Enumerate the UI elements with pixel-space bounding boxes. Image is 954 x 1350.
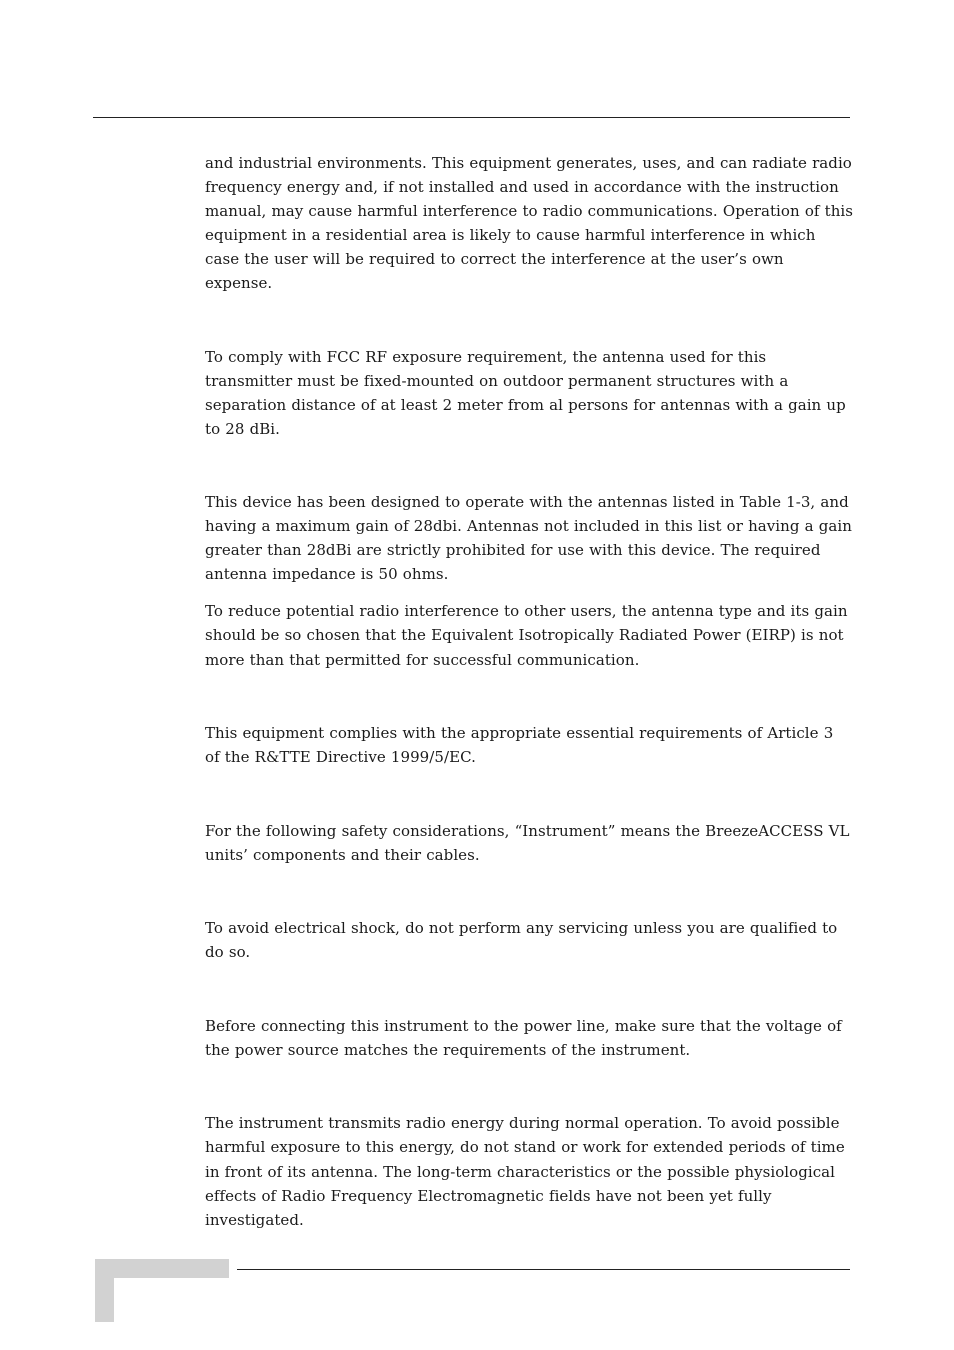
paragraph-electrical-shock: To avoid electrical shock, do not perform any servicing unless you are qualified to do so. <box>205 918 838 962</box>
body-text <box>205 151 853 1232</box>
paragraph-instrument-definition: For the following safety considerations, “Instrument” means the BreezeACCESS VL units’ components and their cables. <box>205 821 850 864</box>
paragraph-power-line: Before connecting this instrument to the power line, make sure that the voltage of the power source matches the requirements of the instrument. <box>205 1017 842 1060</box>
header-rule <box>93 117 850 118</box>
footer-corner-bar <box>95 1259 229 1278</box>
footer-corner-bar-vertical <box>95 1259 114 1322</box>
footer-rule <box>237 1269 850 1270</box>
paragraph-fcc-class-a-continuation: and industrial environments. This equipment generates, uses, and can radiate radio frequency energy and, if not installed and used in accordance with the instruction manual, may cause harmful interference to radio communications. Operation of this equipment in a residential area is likely to cause harmful interference in which case the user will be required to correct the interference at the user’s own expense. <box>205 154 853 293</box>
paragraph-rf-exposure: To comply with FCC RF exposure requirement, the antenna used for this transmitter must be fixed-mounted on outdoor permanent structures with a separation distance of at least 2 meter from al persons for antennas with a gain up to 28 dBi. <box>205 347 846 438</box>
paragraph-radio-energy: The instrument transmits radio energy during normal operation. To avoid possible harmful exposure to this energy, do not stand or work for extended periods of time in front of its antenna. The long-term characteristics or the possible physiological effects of Radio Frequency Electromagnetic fields have not been yet fully investigated. <box>205 1114 845 1229</box>
paragraph-rtte-directive: This equipment complies with the appropriate essential requirements of Article 3 of the R&TTE Directive 1999/5/EC. <box>205 723 834 766</box>
paragraph-eirp: To reduce potential radio interference to other users, the antenna type and its gain should be so chosen that the Equivalent Isotropically Radiated Power (EIRP) is not more than that permitted for successful communication. <box>205 602 848 669</box>
paragraph-antenna-gain: This device has been designed to operate with the antennas listed in Table 1-3, and having a maximum gain of 28dbi. Antennas not included in this list or having a gain greater than 28dBi are strictly prohibited for use with this device. The required antenna impedance is 50 ohms. <box>205 492 852 584</box>
